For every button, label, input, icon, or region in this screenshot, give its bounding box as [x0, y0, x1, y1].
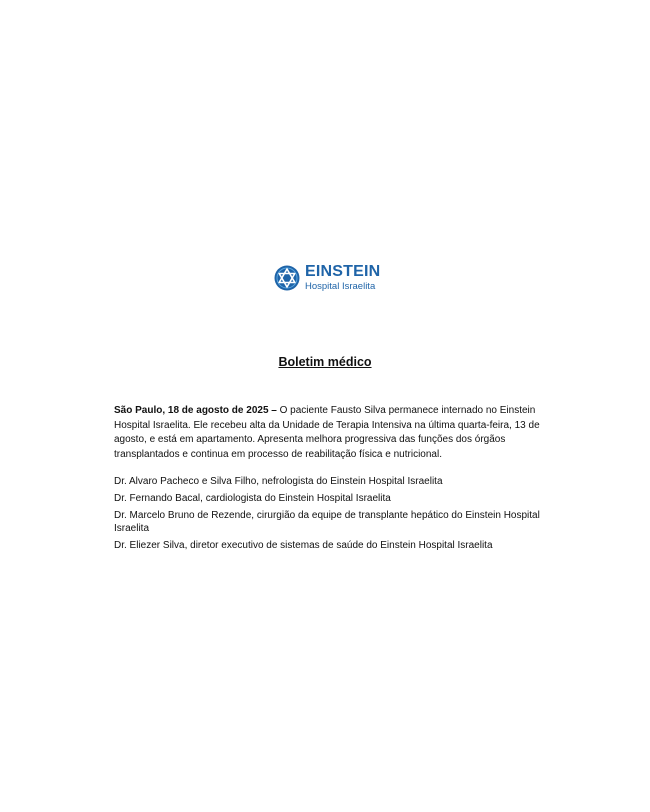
- page-title: Boletim médico: [278, 355, 372, 369]
- doctor-item: Dr. Fernando Bacal, cardiologista do Einstein Hospital Israelita: [114, 493, 391, 504]
- logo-subtitle: Hospital Israelita: [305, 281, 376, 293]
- logo-name: EINSTEIN: [305, 263, 381, 281]
- doctor-item: Dr. Eliezer Silva, diretor executivo de sistemas de saúde do Einstein Hospital Israelita: [114, 540, 493, 551]
- einstein-logo-icon: [274, 263, 300, 293]
- doctor-list: [114, 475, 544, 556]
- hospital-logo: [274, 263, 380, 293]
- doctor-item: Dr. Alvaro Pacheco e Silva Filho, nefrologista do Einstein Hospital Israelita: [114, 476, 443, 487]
- doctor-item: Dr. Marcelo Bruno de Rezende, cirurgião da equipe de transplante hepático do Einstein Hospital Israelita: [114, 510, 540, 534]
- bulletin-lead: São Paulo, 18 de agosto de 2025 –: [114, 405, 277, 416]
- bulletin-paragraph: [114, 404, 544, 462]
- bulletin-body: O paciente Fausto Silva permanece internado no Einstein Hospital Israelita. Ele recebeu alta da Unidade de Terapia Intensiva na última quarta-feira, 13 de agosto, e está em apartamento. Apresenta melhora progressiva das funções dos órgãos transplantados e continua em processo de reabilitação física e nutricional.: [114, 405, 540, 460]
